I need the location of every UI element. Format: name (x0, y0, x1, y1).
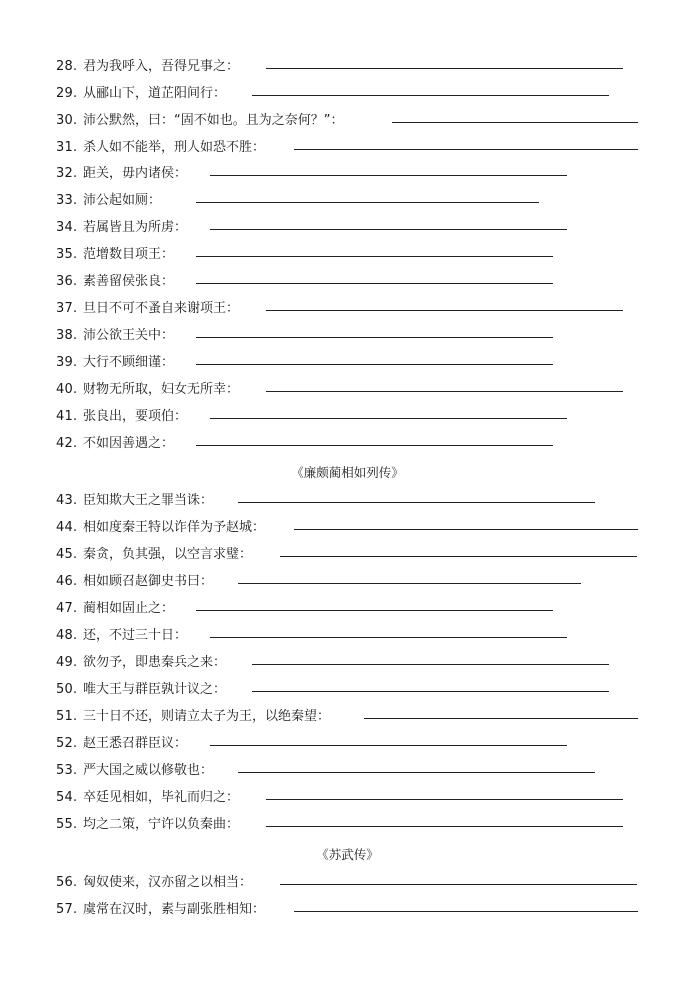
question-row (0, 761, 695, 781)
question-row (0, 491, 695, 511)
question-text: 范增数目项王： (83, 247, 175, 262)
question-row (0, 326, 695, 346)
question-number: 41. (56, 409, 78, 424)
question-number: 48. (56, 628, 78, 643)
question-row (0, 272, 695, 292)
answer-blank-line[interactable] (280, 556, 637, 557)
question-number: 56. (56, 875, 78, 890)
question-row (0, 815, 695, 835)
question-number: 55. (56, 817, 78, 832)
answer-blank-line[interactable] (196, 256, 553, 257)
question-text: 君为我呼入，吾得兄事之： (83, 59, 240, 74)
question-number: 30. (56, 113, 78, 128)
question-text: 若属皆且为所虏： (83, 220, 188, 235)
question-number: 46. (56, 574, 78, 589)
question-row (0, 599, 695, 619)
question-row (0, 191, 695, 211)
question-row (0, 572, 695, 592)
question-row (0, 111, 695, 131)
question-text: 三十日不还，则请立太子为王，以绝秦望： (83, 709, 331, 724)
question-number: 38. (56, 328, 78, 343)
answer-blank-line[interactable] (210, 637, 567, 638)
answer-blank-line[interactable] (196, 337, 553, 338)
question-text: 严大国之威以修敬也： (83, 763, 214, 778)
question-number: 44. (56, 520, 78, 535)
question-number: 35. (56, 247, 78, 262)
answer-blank-line[interactable] (266, 310, 623, 311)
question-number: 57. (56, 902, 78, 917)
question-number: 34. (56, 220, 78, 235)
answer-blank-line[interactable] (196, 445, 553, 446)
question-text: 财物无所取，妇女无所幸： (83, 382, 240, 397)
question-text: 赵王悉召群臣议： (83, 736, 188, 751)
question-number: 47. (56, 601, 78, 616)
section-title: 《苏武传》 (316, 847, 379, 862)
answer-blank-line[interactable] (210, 229, 567, 230)
question-row (0, 707, 695, 727)
answer-blank-line[interactable] (392, 122, 638, 123)
question-text: 唯大王与群臣孰计议之： (83, 682, 227, 697)
question-number: 32. (56, 166, 78, 181)
answer-blank-line[interactable] (280, 884, 637, 885)
question-row (0, 545, 695, 565)
question-row (0, 245, 695, 265)
question-row (0, 900, 695, 920)
question-text: 欲勿予，即患秦兵之来： (83, 655, 227, 670)
question-text: 匈奴使来，汉亦留之以相当： (83, 875, 253, 890)
answer-blank-line[interactable] (210, 418, 567, 419)
question-text: 臣知欺大王之罪当诛： (83, 493, 214, 508)
question-text: 虞常在汉时，素与副张胜相知： (83, 902, 266, 917)
question-number: 43. (56, 493, 78, 508)
question-text: 不如因善遇之： (83, 436, 175, 451)
question-text: 蔺相如固止之： (83, 601, 175, 616)
answer-blank-line[interactable] (210, 745, 567, 746)
question-text: 秦贪，负其强，以空言求璧： (83, 547, 253, 562)
question-row (0, 84, 695, 104)
question-text: 相如顾召赵御史书曰： (83, 574, 214, 589)
question-number: 31. (56, 140, 78, 155)
question-text: 杀人如不能举，刑人如恐不胜： (83, 140, 266, 155)
question-text: 张良出，要项伯： (83, 409, 188, 424)
question-number: 28. (56, 59, 78, 74)
question-row (0, 138, 695, 158)
answer-blank-line[interactable] (196, 364, 553, 365)
question-number: 37. (56, 301, 78, 316)
answer-blank-line[interactable] (196, 202, 539, 203)
question-row (0, 788, 695, 808)
question-text: 旦日不可不蚤自来谢项王： (83, 301, 240, 316)
answer-blank-line[interactable] (238, 502, 595, 503)
question-row (0, 353, 695, 373)
question-text: 卒廷见相如，毕礼而归之： (83, 790, 240, 805)
question-row (0, 434, 695, 454)
answer-blank-line[interactable] (210, 175, 567, 176)
question-row (0, 380, 695, 400)
question-number: 29. (56, 86, 78, 101)
question-row (0, 299, 695, 319)
question-text: 均之二策，宁许以负秦曲： (83, 817, 240, 832)
question-row (0, 734, 695, 754)
question-row (0, 873, 695, 893)
question-row (0, 407, 695, 427)
question-text: 距关，毋内诸侯： (83, 166, 188, 181)
question-number: 42. (56, 436, 78, 451)
question-text: 素善留侯张良： (83, 274, 175, 289)
question-number: 45. (56, 547, 78, 562)
question-number: 51. (56, 709, 78, 724)
question-row (0, 57, 695, 77)
question-text: 沛公默然，曰：“固不如也。且为之奈何？”： (83, 113, 344, 128)
question-text: 还，不过三十日： (83, 628, 188, 643)
question-text: 沛公欲王关中： (83, 328, 175, 343)
answer-blank-line[interactable] (252, 691, 609, 692)
question-number: 49. (56, 655, 78, 670)
answer-blank-line[interactable] (294, 911, 638, 912)
answer-blank-line[interactable] (266, 391, 623, 392)
answer-blank-line[interactable] (238, 583, 581, 584)
question-number: 36. (56, 274, 78, 289)
question-number: 39. (56, 355, 78, 370)
question-row (0, 680, 695, 700)
answer-blank-line[interactable] (294, 529, 638, 530)
section-title: 《廉颇蔺相如列传》 (291, 465, 404, 480)
question-text: 沛公起如厕： (83, 193, 162, 208)
question-number: 52. (56, 736, 78, 751)
question-row (0, 218, 695, 238)
answer-blank-line[interactable] (294, 149, 638, 150)
question-number: 40. (56, 382, 78, 397)
question-number: 53. (56, 763, 78, 778)
question-text: 从郦山下，道芷阳间行： (83, 86, 227, 101)
question-text: 大行不顾细谨： (83, 355, 175, 370)
answer-blank-line[interactable] (252, 95, 609, 96)
question-row (0, 653, 695, 673)
question-number: 50. (56, 682, 78, 697)
answer-blank-line[interactable] (196, 283, 553, 284)
question-number: 54. (56, 790, 78, 805)
answer-blank-line[interactable] (266, 68, 623, 69)
question-row (0, 626, 695, 646)
answer-blank-line[interactable] (364, 718, 638, 719)
question-row (0, 164, 695, 184)
answer-blank-line[interactable] (238, 772, 595, 773)
question-row (0, 518, 695, 538)
answer-blank-line[interactable] (266, 799, 623, 800)
answer-blank-line[interactable] (196, 610, 553, 611)
question-text: 相如度秦王特以诈佯为予赵城： (83, 520, 266, 535)
question-number: 33. (56, 193, 78, 208)
answer-blank-line[interactable] (252, 664, 609, 665)
answer-blank-line[interactable] (266, 826, 623, 827)
